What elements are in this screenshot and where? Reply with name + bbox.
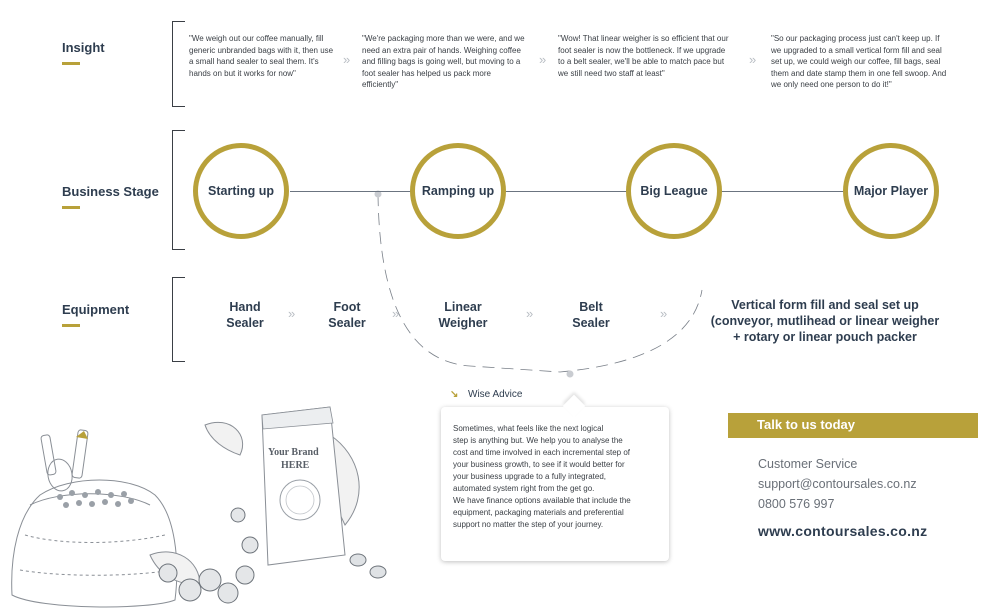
equipment-vertical-form-fill-seal bbox=[694, 297, 956, 345]
coffee-sack-icon bbox=[12, 480, 177, 607]
equipment-foot-sealer-line1: Foot bbox=[333, 300, 361, 314]
insight-label: Insight bbox=[62, 40, 105, 55]
phone-number[interactable]: 0800 576 997 bbox=[758, 497, 835, 511]
equipment-label: Equipment bbox=[62, 302, 130, 317]
equipment-belt-sealer bbox=[560, 299, 622, 331]
business-stage-label: Business Stage bbox=[62, 184, 159, 199]
separator-chevron: » bbox=[392, 306, 400, 321]
separator-chevron: » bbox=[749, 52, 757, 67]
stage-starting-up: Starting up bbox=[193, 143, 289, 239]
separator-chevron: » bbox=[343, 52, 351, 67]
talk-to-us-heading: Talk to us today bbox=[757, 417, 855, 432]
stage-major-player: Major Player bbox=[843, 143, 939, 239]
wise-advice-line: your business growth, to see if it would better for bbox=[453, 460, 625, 469]
wise-advice-line: cost and time involved in each incremental step of bbox=[453, 448, 630, 457]
separator-chevron: » bbox=[539, 52, 547, 67]
wise-advice-line: your business upgrade to a fully integrated, bbox=[453, 472, 606, 481]
coffee-leaf-icon bbox=[205, 422, 243, 455]
wise-advice-line: support no matter the step of your journey. bbox=[453, 520, 604, 529]
stage-big-league: Big League bbox=[626, 143, 722, 239]
insight-quote-2: "We're packaging more than we were, and we need an extra pair of hands. Weighing coffee and filling bags is going well, but moving to a foot sealer has helped us pack more efficiently" bbox=[362, 34, 525, 89]
stage-ramping-up: Ramping up bbox=[410, 143, 506, 239]
talk-to-us-banner bbox=[728, 413, 978, 438]
equipment-linear-weigher-line1: Linear bbox=[444, 300, 482, 314]
wise-advice-line: step is anything but. We help you to analyse the bbox=[453, 436, 623, 445]
insight-quote-1: "We weigh out our coffee manually, fill generic unbranded bags with it, then use a small hand sealer to seal them. It's hands on but it works for now" bbox=[189, 34, 334, 78]
wise-advice-title: Wise Advice bbox=[468, 389, 523, 400]
insight-quote-4: "So our packaging process just can't keep up. If we upgraded to a small vertical form fill and seal set up, we could weigh our coffee, fill bags, seal them and date stamp them in one fell swoop. And we only need one person to do it!" bbox=[771, 34, 947, 89]
equipment-belt-sealer-line1: Belt bbox=[579, 300, 603, 314]
equipment-hand-sealer-line2: Sealer bbox=[226, 316, 264, 330]
equipment-vffs-line1: Vertical form fill and seal set up bbox=[731, 298, 919, 312]
equipment-foot-sealer bbox=[316, 299, 378, 331]
coffee-beans-icon bbox=[350, 554, 386, 578]
wise-advice-line: equipment, packaging materials and preferential bbox=[453, 508, 624, 517]
coffee-illustration bbox=[0, 395, 400, 616]
separator-chevron: » bbox=[288, 306, 296, 321]
stage-timeline-line bbox=[290, 191, 850, 192]
separator-chevron: » bbox=[526, 306, 534, 321]
equipment-hand-sealer-line1: Hand bbox=[229, 300, 261, 314]
equipment-vffs-line3: + rotary or linear pouch packer bbox=[733, 330, 917, 344]
insight-quote-3: "Wow! That linear weigher is so efficient that our foot sealer is now the bottleneck. If we upgrade to a belt sealer, we'll be able to match pace but we still need two staff at least" bbox=[558, 34, 729, 78]
equipment-foot-sealer-line2: Sealer bbox=[328, 316, 366, 330]
equipment-belt-sealer-line2: Sealer bbox=[572, 316, 610, 330]
wise-advice-box bbox=[441, 407, 669, 561]
wise-advice-line: automated system right from the get go. bbox=[453, 484, 595, 493]
equipment-linear-weigher-line2: Weigher bbox=[438, 316, 488, 330]
equipment-vffs-line2: (conveyor, mutlihead or linear weigher bbox=[710, 314, 940, 328]
equipment-linear-weigher bbox=[424, 299, 502, 331]
wise-advice-line: We have finance options available that include the bbox=[453, 496, 631, 505]
coffee-bag-icon bbox=[262, 407, 345, 565]
customer-service-label: Customer Service bbox=[758, 457, 858, 471]
arrow-down-right-icon: ↘ bbox=[450, 389, 459, 400]
bag-brand-line1: Your Brand bbox=[268, 447, 319, 458]
bag-brand-line2: HERE bbox=[281, 460, 310, 471]
connector-dot bbox=[567, 371, 574, 378]
support-email-link[interactable]: support@contoursales.co.nz bbox=[758, 477, 917, 491]
website-link[interactable]: www.contoursales.co.nz bbox=[758, 523, 928, 539]
wise-advice-line: Sometimes, what feels like the next logical bbox=[453, 424, 604, 433]
separator-chevron: » bbox=[660, 306, 668, 321]
equipment-hand-sealer bbox=[214, 299, 276, 331]
